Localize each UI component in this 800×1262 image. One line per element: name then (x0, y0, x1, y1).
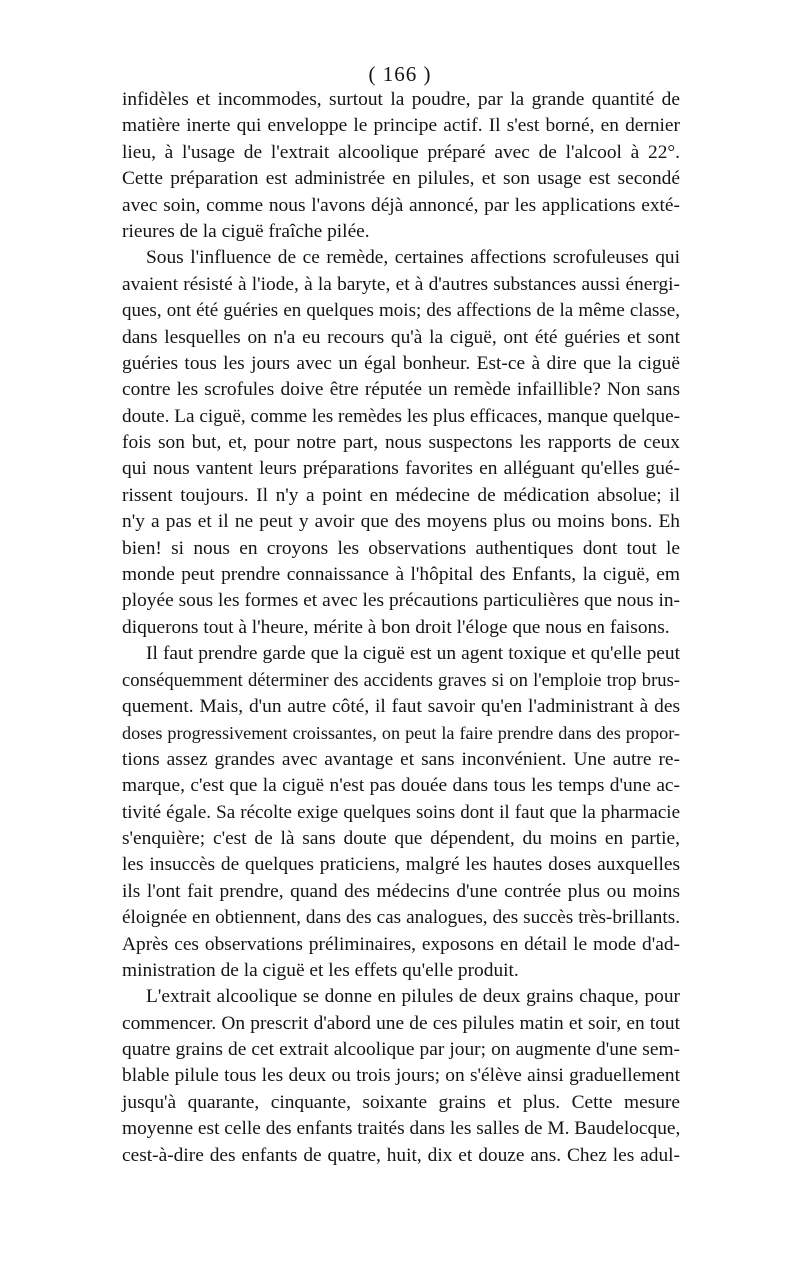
body-text (122, 87, 680, 1169)
text-line: jusqu'à quarante, cinquante, soixante grains et plus. Cette mesure (122, 1091, 680, 1113)
text-line: quement. Mais, d'un autre côté, il faut savoir qu'en l'administrant à des (122, 695, 680, 717)
text-line: conséquemment déterminer des accidents graves si on l'emploie trop brus- (122, 669, 680, 691)
text-line: Sous l'influence de ce remède, certaines affections scrofuleuses qui (146, 247, 680, 269)
text-line: Cette préparation est administrée en pilules, et son usage est secondé (122, 168, 680, 190)
text-line: s'enquière; c'est de là sans doute que dépendent, du moins en partie, (122, 827, 680, 849)
text-line: avaient résisté à l'iode, à la baryte, et à d'autres substances aussi énergi- (122, 273, 680, 295)
text-line: n'y a pas et il ne peut y avoir que des moyens plus ou moins bons. Eh (122, 511, 680, 533)
text-line: blable pilule tous les deux ou trois jours; on s'élève ainsi graduellement (122, 1065, 680, 1087)
text-line: doses progressivement croissantes, on peut la faire prendre dans des propor- (122, 723, 680, 744)
text-line: avec soin, comme nous l'avons déjà annoncé, par les applications exté- (122, 194, 680, 216)
text-line: fois son but, et, pour notre part, nous suspectons les rapports de ceux (122, 432, 680, 454)
text-line: ployée sous les formes et avec les précautions particulières que nous in- (122, 590, 680, 612)
text-line: éloignée en obtiennent, dans des cas analogues, des succès très-brillants. (122, 907, 680, 929)
text-line: rieures de la ciguë fraîche pilée. (122, 220, 370, 242)
text-line: L'extrait alcoolique se donne en pilules de deux grains chaque, pour (146, 986, 680, 1008)
text-line: qui nous vantent leurs préparations favorites en alléguant qu'elles gué- (122, 458, 680, 480)
text-line: rissent toujours. Il n'y a point en médecine de médication absolue; il (122, 484, 680, 506)
text-line: commencer. On prescrit d'abord une de ces pilules matin et soir, en tout (122, 1012, 680, 1034)
text-line: ils l'ont fait prendre, quand des médecins d'une contrée plus ou moins (122, 880, 680, 902)
text-line: doute. La ciguë, comme les remèdes les plus efficaces, manque quelque- (122, 405, 680, 427)
text-line: ministration de la ciguë et les effets qu'elle produit. (122, 959, 519, 981)
text-line: ques, ont été guéries en quelques mois; des affections de la même classe, (122, 300, 680, 322)
text-line: cest-à-dire des enfants de quatre, huit, dix et douze ans. Chez les adul- (122, 1144, 680, 1166)
text-line: marque, c'est que la ciguë n'est pas douée dans tous les temps d'une ac- (122, 775, 680, 797)
text-line: infidèles et incommodes, surtout la poudre, par la grande quantité de (122, 89, 680, 110)
text-line: diquerons tout à l'heure, mérite à bon droit l'éloge que nous en faisons. (122, 616, 670, 638)
text-line: les insuccès de quelques praticiens, malgré les hautes doses auxquelles (122, 854, 680, 876)
text-line: tions assez grandes avec avantage et sans inconvénient. Une autre re- (122, 748, 680, 770)
text-line: monde peut prendre connaissance à l'hôpital des Enfants, la ciguë, em (122, 564, 680, 586)
text-line: bien! si nous en croyons les observations authentiques dont tout le (122, 537, 680, 559)
text-line: quatre grains de cet extrait alcoolique par jour; on augmente d'une sem- (122, 1039, 680, 1061)
text-line: Après ces observations préliminaires, exposons en détail le mode d'ad- (122, 933, 680, 955)
text-line: Il faut prendre garde que la ciguë est un agent toxique et qu'elle peut (146, 643, 680, 665)
page-number: ( 166 ) (368, 62, 432, 86)
text-line: lieu, à l'usage de l'extrait alcoolique préparé avec de l'alcool à 22°. (122, 141, 680, 163)
text-line: matière inerte qui enveloppe le principe actif. Il s'est borné, en dernier (122, 115, 680, 137)
text-line: tivité égale. Sa récolte exige quelques soins dont il faut que la pharmacie (122, 801, 680, 823)
text-line: contre les scrofules doive être réputée un remède infaillible? Non sans (122, 379, 680, 401)
text-line: guéries tous les jours avec un égal bonheur. Est-ce à dire que la ciguë (122, 352, 680, 374)
text-line: dans lesquelles on n'a eu recours qu'à la ciguë, ont été guéries et sont (122, 326, 680, 348)
text-line: moyenne est celle des enfants traités dans les salles de M. Baudelocque, (122, 1118, 681, 1140)
